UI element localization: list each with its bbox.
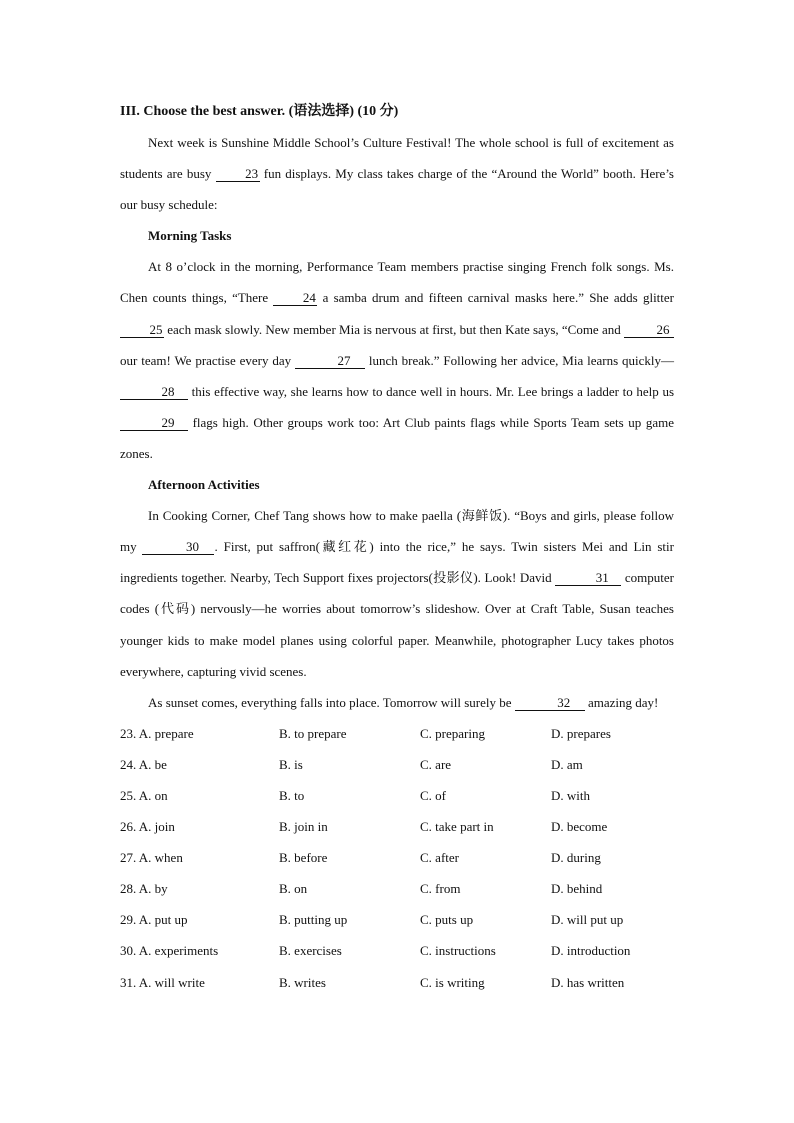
blank-23: 23: [216, 167, 260, 182]
option-d: D. behind: [551, 881, 603, 897]
option-c: C. of: [420, 787, 446, 803]
option-b: B. to prepare: [279, 725, 347, 741]
option-c: C. are: [420, 756, 452, 772]
option-b: B. on: [279, 881, 308, 897]
blank-30: 30: [142, 540, 214, 555]
section-title: III. Choose the best answer. (语法选择) (10 分): [120, 104, 399, 119]
option-row: [120, 780, 674, 811]
option-a: 26. A. join: [120, 819, 175, 835]
option-row: [120, 842, 674, 873]
option-b: B. join in: [279, 819, 328, 835]
option-a: 31. A. will write: [120, 974, 205, 990]
option-a: 30. A. experiments: [120, 943, 219, 959]
blank-27: 27: [295, 354, 365, 369]
option-row: [120, 718, 674, 749]
morning-paragraph: [120, 251, 674, 469]
document-page: [120, 96, 674, 998]
option-c: C. from: [420, 881, 461, 897]
text-run: flags high. Other groups work too: Art Club paints flags while Sports Team sets up game zones.: [120, 414, 674, 461]
option-a: 24. A. be: [120, 756, 167, 772]
blank-25: 25: [120, 323, 164, 338]
option-row: [120, 935, 674, 966]
option-row: [120, 873, 674, 904]
option-a: 23. A. prepare: [120, 725, 194, 741]
blank-24: 24: [273, 291, 317, 306]
option-d: D. with: [551, 787, 590, 803]
text-run: At 8 o’clock in the morning, Performance Team members practise singing French folk songs. Ms. Chen counts things, “There: [120, 259, 674, 306]
option-b: B. to: [279, 787, 305, 803]
text-run: lunch break.” Following her advice, Mia learns quickly—: [365, 352, 674, 368]
text-run: each mask slowly. New member Mia is nervous at first, but then Kate says, “Come and: [164, 321, 624, 337]
option-c: C. after: [420, 850, 459, 866]
option-b: B. writes: [279, 974, 326, 990]
option-d: D. prepares: [551, 725, 611, 741]
option-d: D. will put up: [551, 912, 624, 928]
option-c: C. instructions: [420, 943, 496, 959]
blank-29: 29: [120, 416, 188, 431]
blank-28: 28: [120, 385, 188, 400]
text-run: our team! We practise every day: [120, 352, 296, 368]
option-d: D. introduction: [551, 943, 631, 959]
option-c: C. puts up: [420, 912, 474, 928]
morning-heading: Morning Tasks: [148, 228, 232, 244]
option-d: D. become: [551, 819, 608, 835]
option-d: D. during: [551, 850, 601, 866]
option-c: C. take part in: [420, 819, 494, 835]
option-c: C. is writing: [420, 974, 485, 990]
text-run: Next week is Sunshine Middle School’s Culture Festival! The whole school is full of excitement as students are busy: [120, 135, 674, 182]
text-run: In Cooking Corner, Chef Tang shows how to make paella (海鲜饭). “Boys and girls, please follow my: [120, 508, 674, 555]
option-a: 25. A. on: [120, 787, 168, 803]
afternoon-paragraph: [120, 500, 674, 687]
option-d: D. has written: [551, 974, 625, 990]
blank-32: 32: [515, 696, 585, 711]
closing-paragraph: [120, 687, 674, 718]
text-run: amazing day!: [584, 694, 659, 710]
text-run: As sunset comes, everything falls into place. Tomorrow will surely be: [148, 694, 515, 710]
text-run: computer codes (代码) nervously—he worries about tomorrow’s slideshow. Over at Craft Table, Susan teaches younger kids to make model planes using colorful paper. Meanwhile, photographer Lucy takes photos everywhere, capturing vivid scenes.: [120, 570, 675, 679]
afternoon-heading: Afternoon Activities: [148, 477, 260, 493]
option-row: [120, 749, 674, 780]
option-b: B. before: [279, 850, 328, 866]
options-list: [120, 718, 674, 998]
option-a: 29. A. put up: [120, 912, 188, 928]
text-run: this effective way, she learns how to dance well in hours. Mr. Lee brings a ladder to help us: [188, 383, 674, 399]
option-b: B. exercises: [279, 943, 342, 959]
option-row: [120, 904, 674, 935]
intro-paragraph: [120, 127, 674, 220]
text-run: . First, put saffron(藏红花) into the rice,” he says. Twin sisters Mei and Lin stir ingredients together. Nearby, Tech Support fixes projectors(投影仪). Look! David: [120, 539, 674, 586]
option-b: B. putting up: [279, 912, 348, 928]
option-b: B. is: [279, 756, 303, 772]
option-row: [120, 811, 674, 842]
option-row: [120, 967, 674, 998]
option-a: 27. A. when: [120, 850, 183, 866]
option-a: 28. A. by: [120, 881, 168, 897]
option-c: C. preparing: [420, 725, 485, 741]
text-run: a samba drum and fifteen carnival masks here.” She adds glitter: [317, 290, 674, 306]
option-d: D. am: [551, 756, 583, 772]
text-run: fun displays. My class takes charge of the “Around the World” booth. Here’s our busy schedule:: [120, 166, 674, 213]
blank-26: 26: [624, 323, 674, 338]
blank-31: 31: [555, 571, 621, 586]
